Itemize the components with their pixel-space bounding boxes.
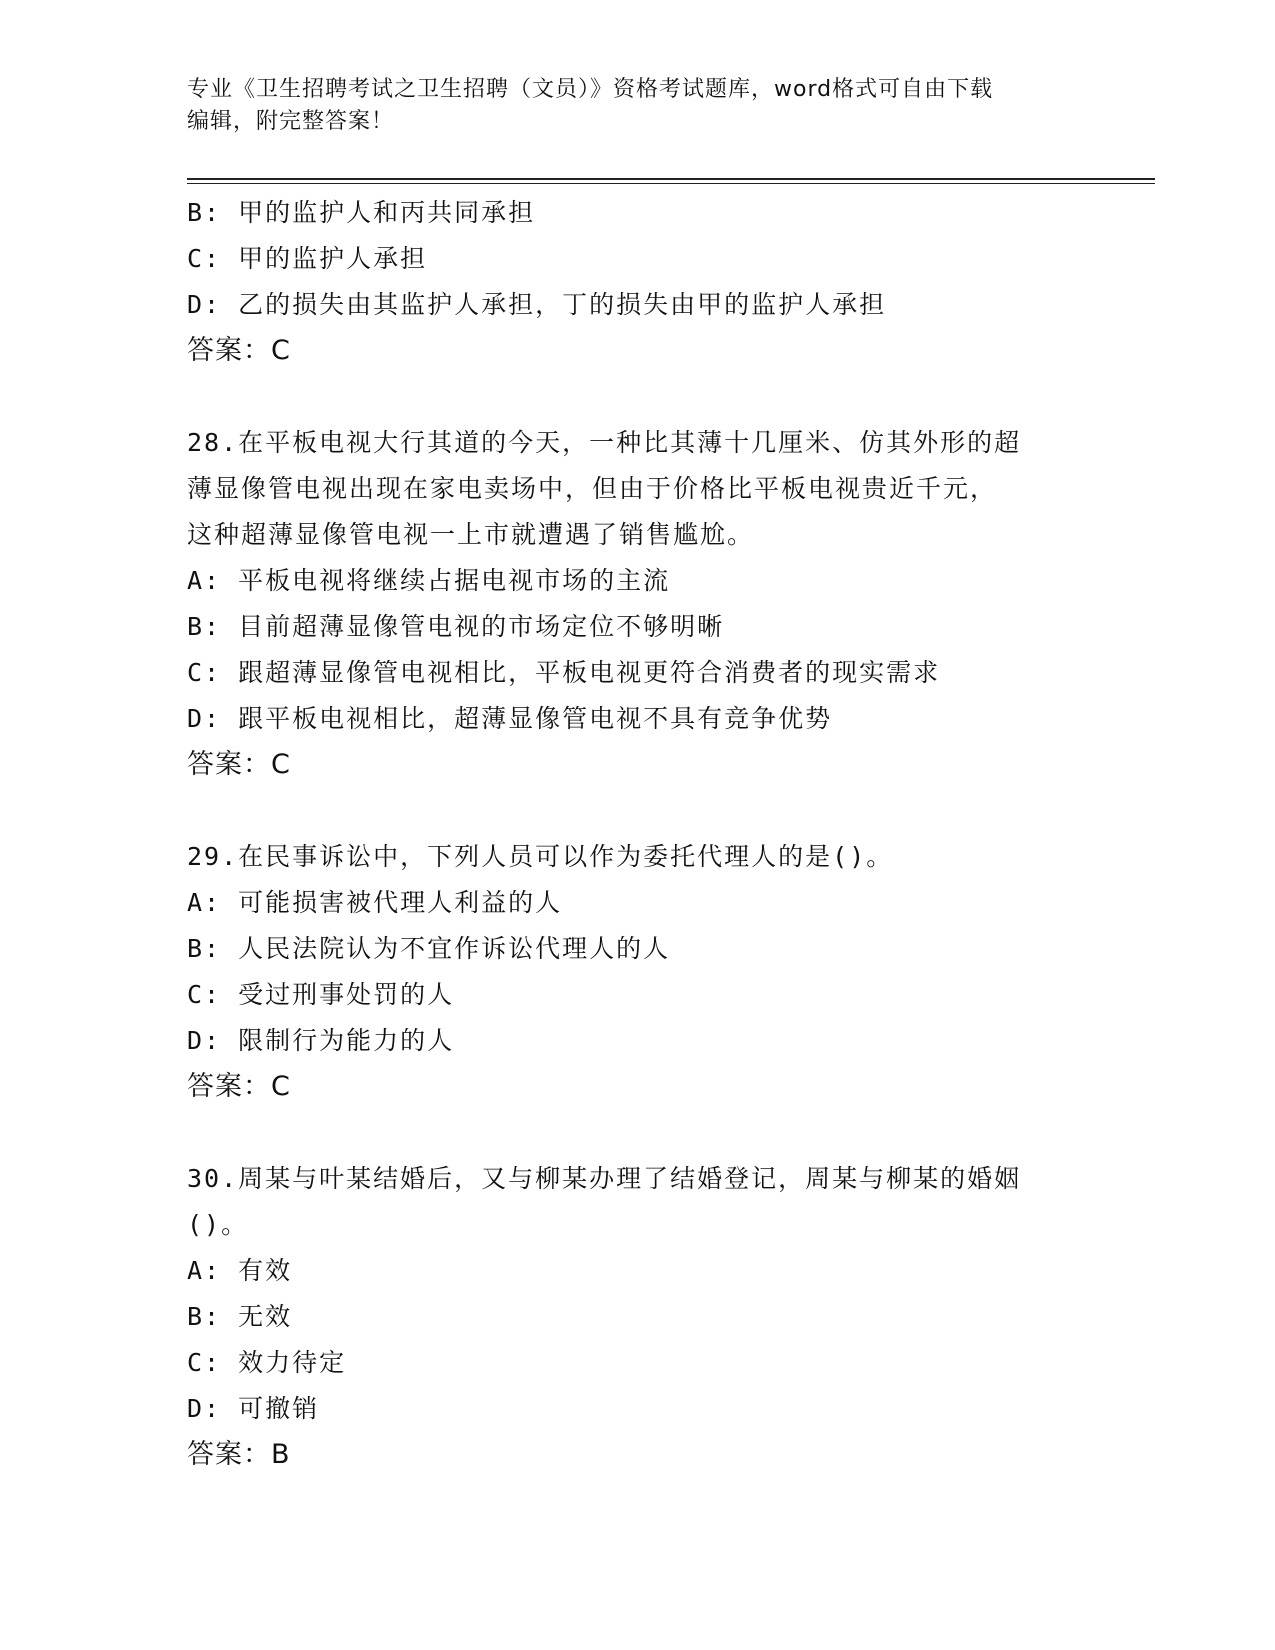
header-line: 专业《卫生招聘考试之卫生招聘（文员）》资格考试题库，word格式可自由下载	[187, 77, 994, 102]
option-d: D: 可撤销	[187, 1394, 320, 1423]
option-c: C: 效力待定	[187, 1348, 347, 1377]
header-divider	[187, 178, 1155, 180]
question-block	[187, 1156, 1087, 1478]
question-list	[187, 190, 1087, 1478]
stem-line: 这种超薄显像管电视一上市就遭遇了销售尴尬。	[187, 520, 755, 549]
answer-line: 答案：C	[187, 749, 291, 780]
question-stem	[187, 420, 1087, 558]
option-d: D: 乙的损失由其监护人承担，丁的损失由甲的监护人承担	[187, 290, 887, 319]
stem-line: ()。	[187, 1210, 249, 1239]
option-c: C: 甲的监护人承担	[187, 244, 428, 273]
stem-line: 30.周某与叶某结婚后，又与柳某办理了结婚登记，周某与柳某的婚姻	[187, 1164, 1022, 1193]
option-b: B: 目前超薄显像管电视的市场定位不够明晰	[187, 612, 725, 641]
question-block	[187, 420, 1087, 788]
page-header	[187, 74, 1067, 138]
option-b: B: 甲的监护人和丙共同承担	[187, 198, 536, 227]
option-d: D: 跟平板电视相比，超薄显像管电视不具有竞争优势	[187, 704, 833, 733]
stem-line: 28.在平板电视大行其道的今天，一种比其薄十几厘米、仿其外形的超	[187, 428, 1022, 457]
stem-line: 薄显像管电视出现在家电卖场中，但由于价格比平板电视贵近千元，	[187, 474, 998, 503]
question-block	[187, 834, 1087, 1110]
option-c: C: 跟超薄显像管电视相比，平板电视更符合消费者的现实需求	[187, 658, 941, 687]
stem-line: 29.在民事诉讼中，下列人员可以作为委托代理人的是()。	[187, 842, 894, 871]
option-a: A: 平板电视将继续占据电视市场的主流	[187, 566, 671, 595]
question-block	[187, 190, 1087, 374]
question-stem	[187, 834, 1087, 880]
answer-line: 答案：C	[187, 335, 291, 366]
header-line: 编辑，附完整答案！	[187, 109, 395, 134]
question-stem	[187, 1156, 1087, 1248]
option-c: C: 受过刑事处罚的人	[187, 980, 455, 1009]
answer-line: 答案：C	[187, 1071, 291, 1102]
option-b: B: 人民法院认为不宜作诉讼代理人的人	[187, 934, 671, 963]
answer-line: 答案：B	[187, 1439, 291, 1470]
option-b: B: 无效	[187, 1302, 293, 1331]
option-a: A: 有效	[187, 1256, 293, 1285]
option-a: A: 可能损害被代理人利益的人	[187, 888, 563, 917]
header-divider	[187, 183, 1155, 184]
option-d: D: 限制行为能力的人	[187, 1026, 455, 1055]
